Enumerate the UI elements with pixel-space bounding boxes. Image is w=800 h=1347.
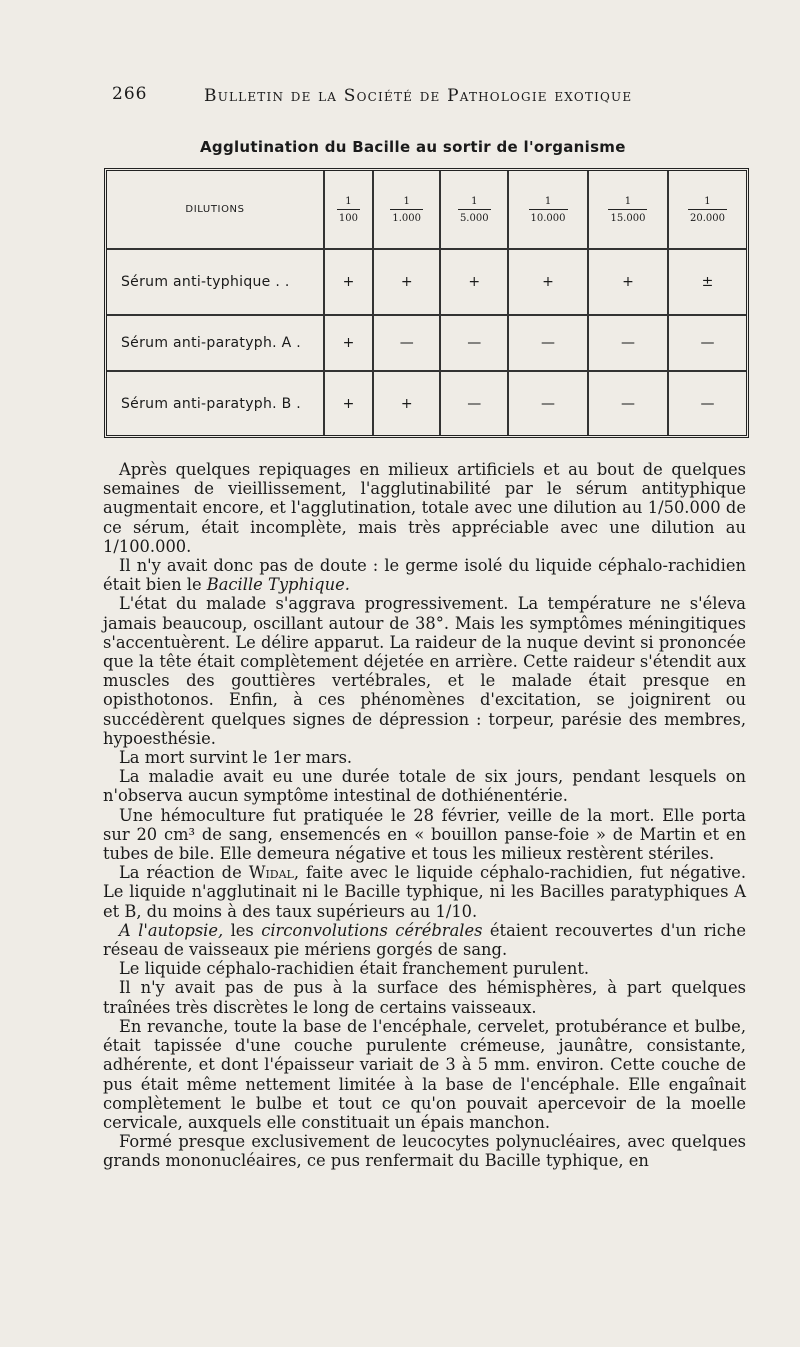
result-cell: —: [440, 371, 508, 435]
corner-label: DILUTIONS: [185, 204, 245, 215]
result-cell: +: [324, 249, 373, 315]
result-cell: —: [588, 315, 668, 371]
dilution-den: 10.000: [530, 212, 566, 224]
table-row: [107, 315, 746, 371]
row-label: Sérum anti-paratyph. A .: [121, 335, 302, 351]
dilution-header: [324, 171, 373, 249]
dilution-num: 1: [624, 195, 632, 207]
dilution-den: 15.000: [610, 212, 646, 224]
body-text: [103, 460, 746, 1171]
result-cell: —: [668, 315, 746, 371]
result-cell: +: [588, 249, 668, 315]
paragraph: [103, 556, 746, 594]
paragraph: [103, 863, 746, 921]
paragraph-text: étaient recouvertes d'un riche réseau de vaisseaux pie mériens gorgés de sang.: [103, 920, 746, 960]
dilution-num: 1: [544, 195, 552, 207]
paragraph: [103, 921, 746, 959]
paragraph-text: les: [230, 920, 254, 940]
result-cell: +: [373, 249, 441, 315]
table-caption: Agglutination du Bacille au sortir de l'organisme: [200, 138, 626, 156]
paragraph-text: faite avec le liquide céphalo-rachidien, fut négative. Le liquide n'agglutinait ni le Bacille typhique, ni les Bacilles paratyphiques A et B, du moins à des taux supérieurs au 1/10.: [103, 863, 746, 921]
italic-term: l'autopsie,: [138, 920, 224, 940]
paragraph: Après quelques repiquages en milieux artificiels et au bout de quelques semaines de vieillissement, l'agglutinabilité par le sérum antityphique augmentait encore, et l'agglutination, totale avec une dilution au 1/50.000 de ce sérum, était incomplète, mais très appréciable avec une dilution au 1/100.000.: [103, 460, 746, 556]
result-cell: —: [668, 371, 746, 435]
agglutination-table: [104, 168, 749, 438]
dilution-num: 1: [345, 195, 352, 207]
result-cell: +: [440, 249, 508, 315]
paragraph: La maladie avait eu une durée totale de six jours, pendant lesquels on n'observa aucun symptôme intestinal de dothiénentérie.: [103, 767, 746, 806]
paragraph: L'état du malade s'aggrava progressivement. La température ne s'éleva jamais beaucoup, oscillant autour de 38°. Mais les symptômes méningitiques s'accentuèrent. Le délire apparut. La raideur de la nuque devint si prononcée que la tête était complètement déjetée en arrière. Cette raideur s'étendit aux muscles des gouttières vertébrales, et le malade était presque en opisthotonos. Enfin, à ces phénomènes d'excitation, se joignirent ou succédèrent quelques signes de dépression : torpeur, parésie des membres, hypoesthésie.: [103, 594, 746, 748]
table-header-row: [107, 171, 746, 249]
table-row: [107, 249, 746, 315]
result-cell: —: [373, 315, 441, 371]
table-row: [107, 371, 746, 435]
result-cell: —: [508, 315, 588, 371]
dilution-den: 100: [338, 212, 359, 224]
dilution-den: 5.000: [459, 212, 489, 224]
result-cell: —: [508, 371, 588, 435]
paragraph: La mort survint le 1er mars.: [119, 748, 353, 768]
paragraph: En revanche, toute la base de l'encéphale, cervelet, protubérance et bulbe, était tapissée d'une couche purulente crémeuse, jaunâtre, consistante, adhérente, et dont l'épaisseur variait de 3 à 5 mm. environ. Cette couche de pus était même nettement limitée à la base de l'encéphale. Elle engaînait complètement le bulbe et tout ce qu'on pouvait apercevoir de la moelle cervicale, auxquels elle constituait un épais manchon.: [103, 1016, 746, 1132]
result-cell: +: [508, 249, 588, 315]
dilution-den: 20.000: [689, 212, 725, 224]
dilution-header: [508, 171, 588, 249]
result-cell: ±: [668, 249, 746, 315]
dilution-den: 1.000: [392, 212, 422, 224]
paragraph: Le liquide céphalo-rachidien était franchement purulent.: [119, 959, 590, 979]
result-cell: +: [373, 371, 441, 435]
italic-term: A: [119, 920, 131, 940]
running-title: Bulletin de la Société de Pathologie exotique: [204, 86, 633, 106]
dilution-header: [668, 171, 746, 249]
paragraph-text: Il n'y avait donc pas de doute : le germe isolé du liquide céphalo-rachidien était bien le: [103, 556, 746, 595]
paragraph: Formé presque exclusivement de leucocytes polynucléaires, avec quelques grands mononucléaires, ce pus renfermait du Bacille typhique, en: [103, 1132, 746, 1171]
paragraph: Une hémoculture fut pratiquée le 28 février, veille de la mort. Elle porta sur 20 cm³ de sang, ensemencés en « bouillon panse-foie » de Martin et en tubes de bile. Elle demeura négative et tous les milieux restèrent stériles.: [103, 805, 746, 864]
paragraph: Il n'y avait pas de pus à la surface des hémisphères, à part quelques traînées très discrètes le long de certains vaisseaux.: [103, 978, 746, 1017]
row-label: Sérum anti-paratyph. B .: [121, 395, 302, 412]
dilution-num: 1: [471, 195, 478, 207]
paragraph-text: La réaction de: [119, 863, 242, 883]
result-cell: —: [440, 315, 508, 371]
result-cell: +: [324, 315, 373, 371]
result-cell: +: [324, 371, 373, 435]
result-cell: —: [588, 371, 668, 435]
italic-term: Bacille Typhique.: [206, 575, 350, 595]
dilution-header: [373, 171, 441, 249]
italic-term: circonvolutions cérébrales: [261, 920, 483, 940]
dilution-num: 1: [704, 195, 711, 207]
page-number: 266: [112, 84, 148, 104]
dilution-header: [440, 171, 508, 249]
dilution-header: [588, 171, 668, 249]
row-label: Sérum anti-typhique . .: [121, 274, 290, 290]
author-name: Widal,: [248, 863, 300, 883]
dilution-num: 1: [403, 195, 410, 207]
